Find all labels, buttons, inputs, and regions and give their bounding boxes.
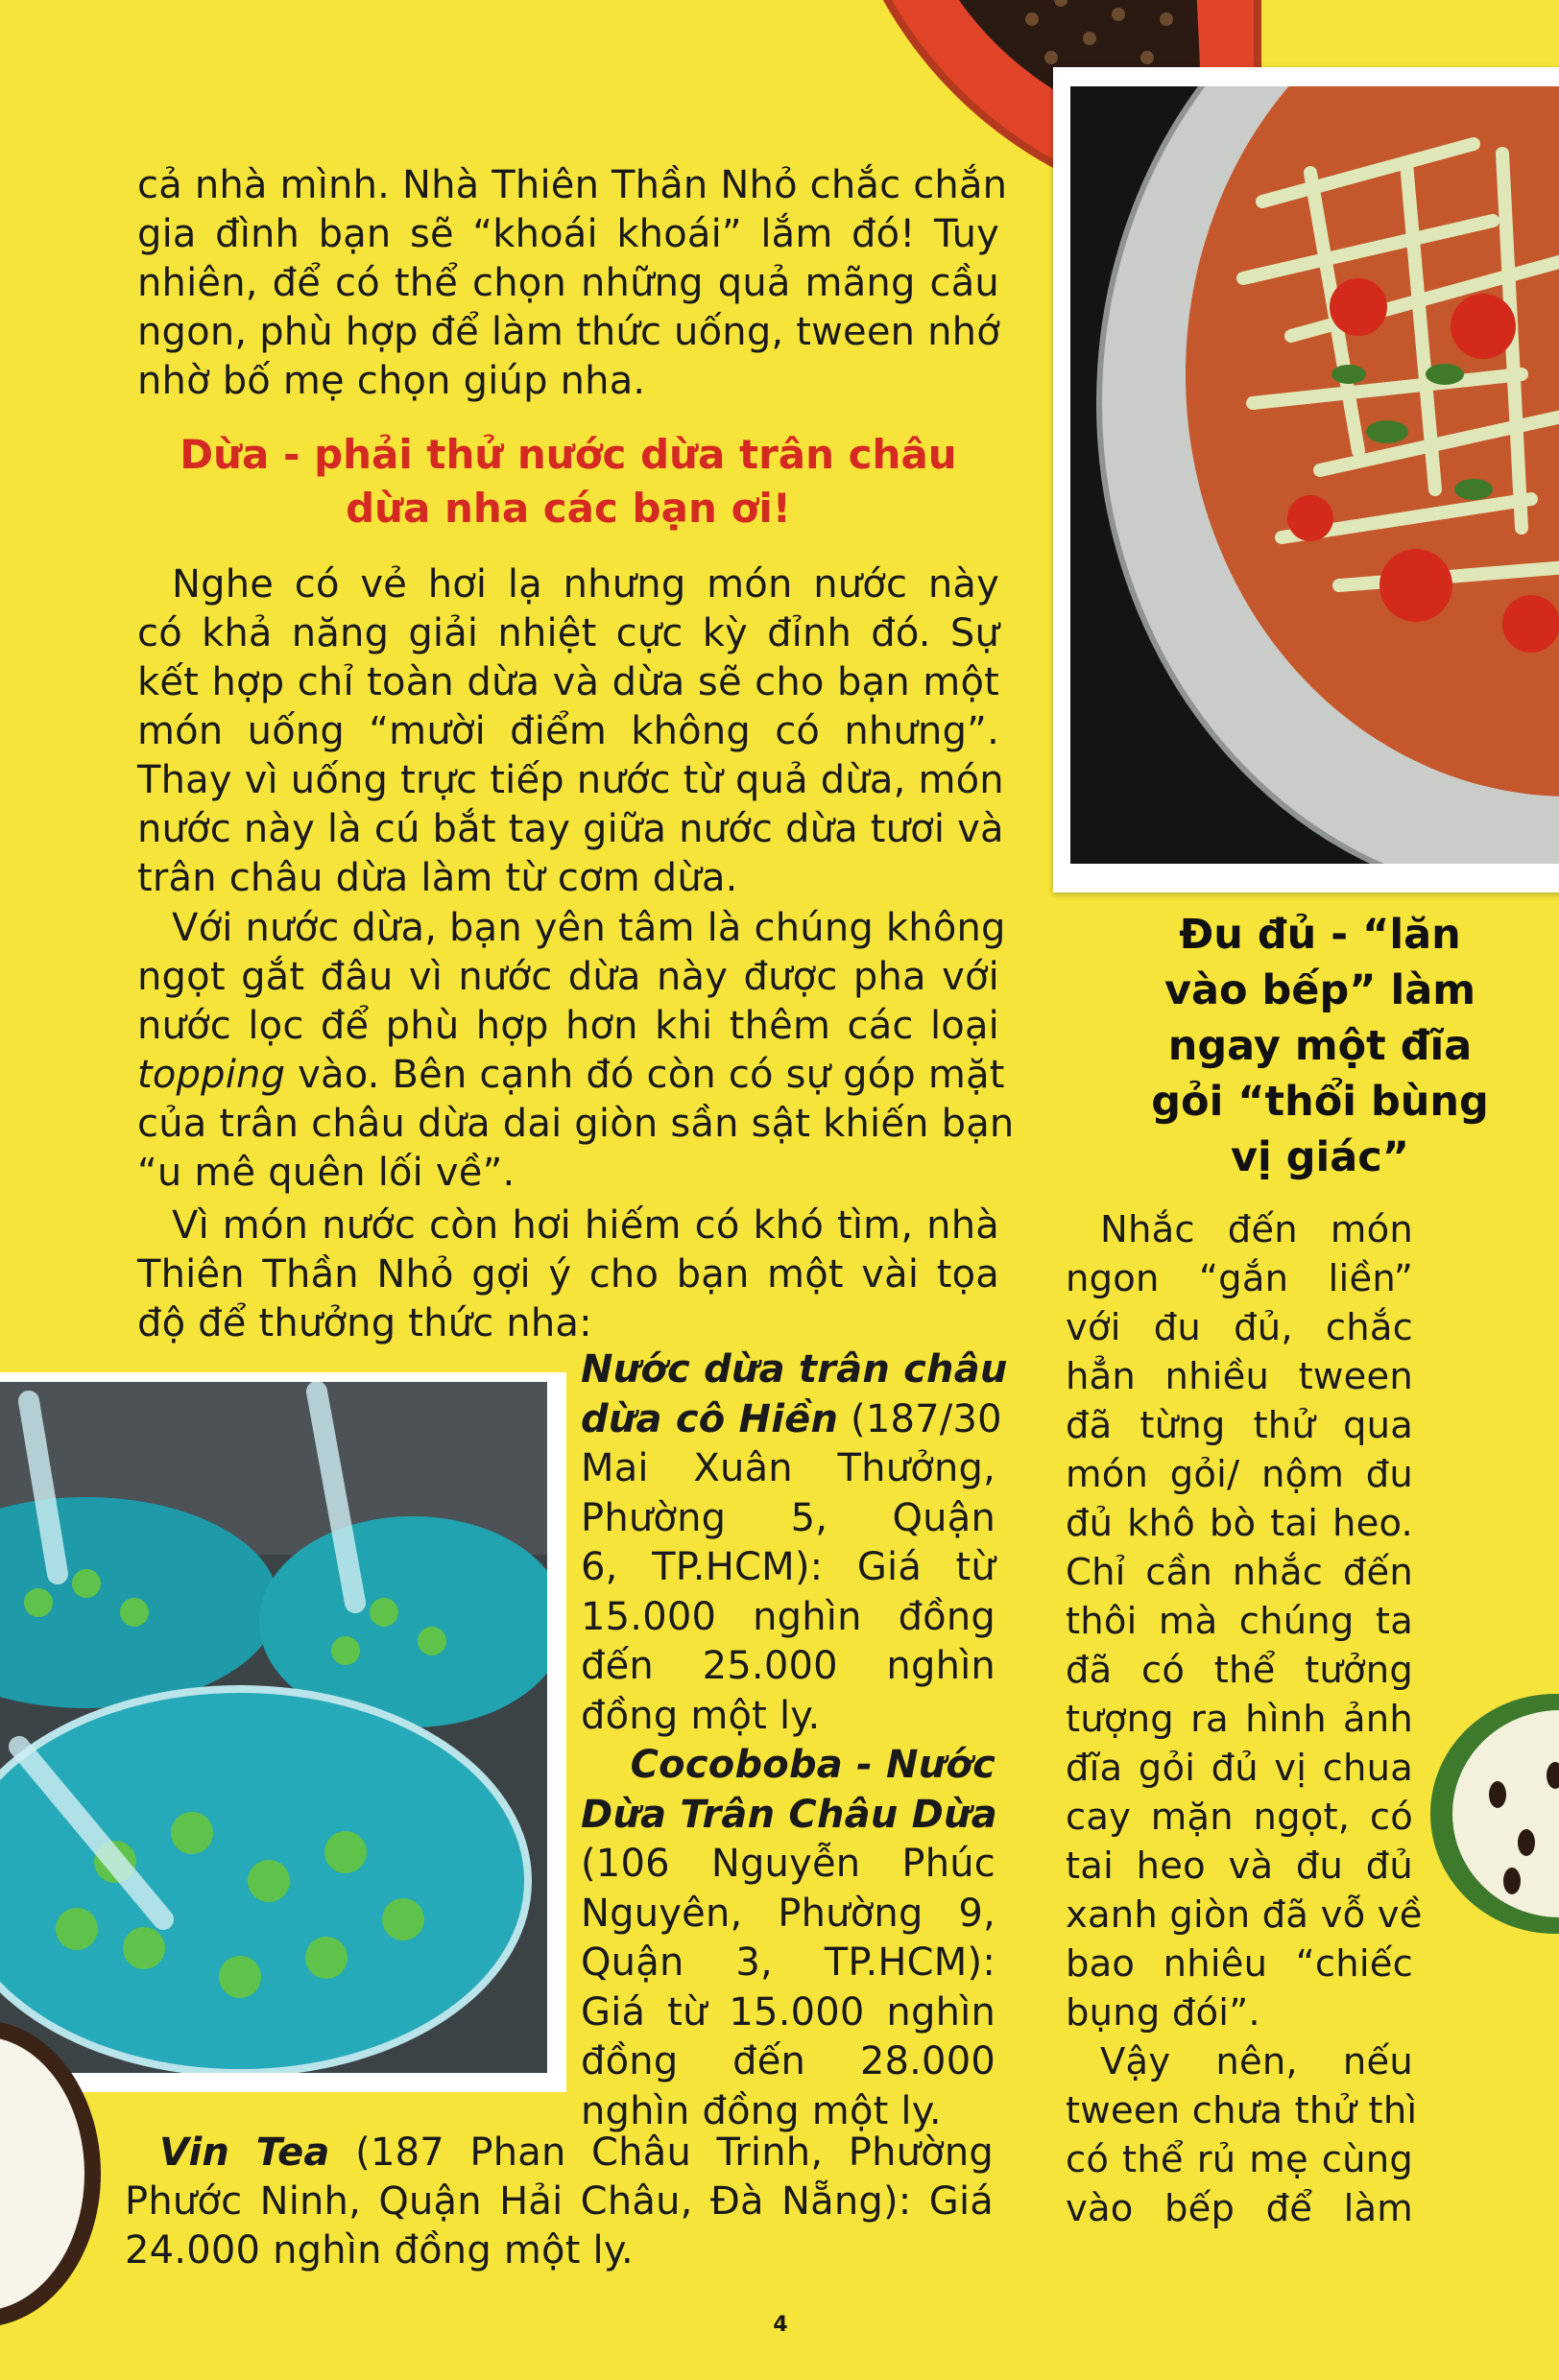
venue-1-line: đồng một ly. [581,1693,821,1738]
paragraph-line: thôi mà chúng ta [1066,1600,1413,1643]
soursop-slice-illustration [1430,1689,1559,1939]
venue-1-line: 15.000 nghìn đồng [581,1594,995,1639]
paragraph-line: ngọt gắt đâu vì nước dừa này được pha với [137,955,999,999]
venue-name-text: dừa cô Hiền [581,1396,839,1441]
venue-2-line: Nguyên, Phường 9, [581,1891,995,1936]
paragraph-line: Thiên Thần Nhỏ gợi ý cho bạn một vài tọa [137,1252,999,1297]
heading-line: vị giác” [1230,1133,1410,1181]
venue-detail-text: (187 Phan Châu Trinh, Phường [329,2130,994,2175]
papaya-salad-photo [1070,86,1559,864]
venue-2-line: Quận 3, TP.HCM): [581,1940,995,1985]
heading-line: Đu đủ - “lăn [1179,911,1461,959]
venue-2-name [581,1791,995,1841]
intro-line: gia đình bạn sẽ “khoái khoái” lắm đó! Tuy [137,212,999,256]
paragraph-line: nước lọc để phù hợp hơn khi thêm các loại [137,1004,999,1048]
paragraph-line: tai heo và đu đủ [1066,1844,1413,1888]
heading-line: ngay một đĩa [1167,1022,1473,1070]
paragraph-line: đã có thể tưởng [1066,1649,1413,1692]
paragraph-line: tượng ra hình ảnh [1066,1698,1413,1741]
paragraph-line: Nghe có vẻ hơi lạ nhưng món nước này [172,562,999,607]
papaya-section-heading [1061,907,1559,1185]
paragraph-line: bụng đói”. [1066,1991,1260,2035]
papaya-paragraphs [1066,1205,1423,2233]
page-number: 4 [773,2313,788,2337]
venue-2-name [581,1741,995,1791]
venue-1-line: Phường 5, Quận [581,1495,995,1540]
venue-3-line [125,2129,994,2178]
venue-1-line [581,1395,1002,1445]
heading-line: vào bếp” làm [1163,966,1476,1014]
paragraph-line [137,1051,1005,1100]
paragraph-line: có khả năng giải nhiệt cực kỳ đỉnh đó. Sự [137,611,999,655]
coconut-paragraph-2 [137,904,1015,1198]
paragraph-line: độ để thưởng thức nha: [137,1301,592,1345]
venue-3-line: Phước Ninh, Quận Hải Châu, Đà Nẵng): Giá [125,2179,994,2224]
venue-2-line: (106 Nguyễn Phúc [581,1842,995,1886]
paragraph-line: xanh giòn đã vỗ về [1066,1893,1423,1937]
paragraph-line: với đu đủ, chắc [1066,1306,1413,1349]
venue-3-line: 24.000 nghìn đồng một ly. [125,2228,634,2273]
paragraph-line: đã từng thử qua [1066,1404,1413,1447]
venue-detail-text: (187/30 [838,1396,1002,1441]
venue-2-line: nghìn đồng một ly. [581,2088,942,2133]
venue-2-line: đồng đến 28.000 [581,2039,995,2083]
paragraph-line: nước này là cú bắt tay giữa nước dừa tươi và [137,807,1004,851]
paragraph-line: của trân châu dừa dai giòn sần sật khiến bạn [137,1102,1015,1146]
paragraph-line: đĩa gỏi đủ vị chua [1066,1747,1413,1790]
paragraph-line: Chỉ cần nhắc đến [1066,1551,1413,1594]
intro-line: cả nhà mình. Nhà Thiên Thần Nhỏ chắc chắn [137,163,1008,207]
intro-line: nhờ bố mẹ chọn giúp nha. [137,359,646,403]
coconut-paragraph-1 [137,560,1004,903]
paragraph-line: trân châu dừa làm từ cơm dừa. [137,856,738,900]
paragraph-line: món gỏi/ nộm đu [1066,1453,1413,1496]
paragraph-line: Vì món nước còn hơi hiếm có khó tìm, nhà [172,1203,999,1248]
intro-line: ngon, phù hợp để làm thức uống, tween nhớ [137,310,1000,354]
topping-term: topping [137,1053,286,1097]
venue-2-line: Giá từ 15.000 nghìn [581,1989,995,2035]
paragraph-line: Với nước dừa, bạn yên tâm là chúng không [172,906,1006,950]
paragraph-line: Thay vì uống trực tiếp nước từ quả dừa, món [137,758,1004,802]
venue-name-text: Vin Tea [159,2130,330,2175]
intro-line: nhiên, để có thể chọn những quả mãng cầu [137,261,999,305]
coconut-half-illustration [0,2015,106,2332]
paragraph-line: ngon “gắn liền” [1066,1257,1413,1300]
venue-list [581,1345,1008,2136]
venue-3 [125,2129,994,2275]
venue-name-text: Dừa Trân Châu Dừa [581,1792,997,1837]
intro-paragraph [137,161,1008,406]
heading-line: dừa nha các bạn ơi! [346,485,791,532]
coconut-paragraph-3 [137,1202,999,1348]
heading-line: Dừa - phải thử nước dừa trân châu [180,431,957,478]
venue-1-line: đến 25.000 nghìn [581,1644,995,1688]
paragraph-line: tween chưa thử thì [1066,2089,1418,2132]
paragraph-line: cay mặn ngọt, có [1066,1796,1413,1839]
paragraph-line: có thể rủ mẹ cùng [1066,2138,1413,2181]
venue-name-text: Cocoboba - Nước [630,1743,995,1787]
paragraph-line-rest: vào. Bên cạnh đó còn có sự góp mặt [285,1053,1005,1097]
paragraph-line: hẳn nhiều tween [1066,1355,1413,1398]
heading-line: gỏi “thổi bùng [1151,1078,1489,1126]
paragraph-line: Nhắc đến món [1100,1208,1413,1251]
paragraph-line: vào bếp để làm [1066,2187,1413,2230]
coconut-section-heading [137,428,999,536]
venue-name-text: Nước dừa trân châu [581,1347,1008,1392]
coconut-drinks-photo [0,1382,547,2073]
paragraph-line: bao nhiêu “chiếc [1066,1942,1413,1986]
paragraph-line: Vậy nên, nếu [1100,2040,1413,2083]
paragraph-line: đủ khô bò tai heo. [1066,1502,1413,1545]
paragraph-line: món uống “mười điểm không có nhưng”. [137,709,999,753]
paragraph-line: kết hợp chỉ toàn dừa và dừa sẽ cho bạn một [137,660,999,704]
venue-1-name [581,1345,1008,1395]
venue-1-line: 6, TP.HCM): Giá từ [581,1545,995,1589]
paragraph-line: “u mê quên lối về”. [137,1151,516,1195]
venue-1-line: Mai Xuân Thưởng, [581,1446,995,1490]
